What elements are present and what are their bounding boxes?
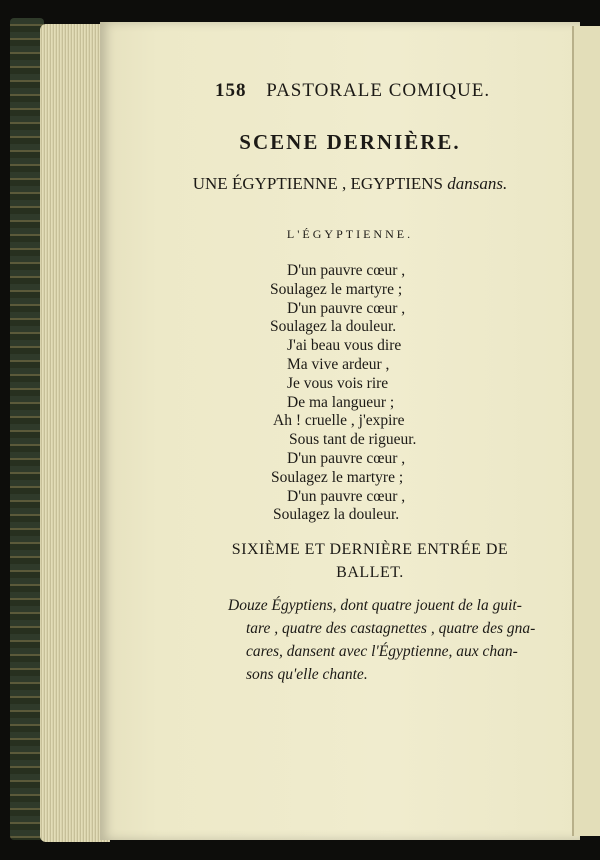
characters-main: UNE ÉGYPTIENNE , EGYPTIENS [192, 174, 444, 193]
stage-line: tare , quatre des castagnettes , quatre des gna- [246, 620, 536, 637]
stage-line: Douze Égyptiens, dont quatre jouent de la guit- [228, 597, 522, 614]
stage-line: sons qu'elle chante. [246, 666, 368, 683]
stage-line: cares, dansent avec l'Égyptienne, aux chan- [246, 643, 518, 660]
book-spine [10, 18, 44, 840]
scene-title: SCENE DERNIÈRE. [239, 130, 461, 154]
characters-italic: dansans. [447, 174, 508, 193]
stage-direction [228, 594, 580, 686]
verse-line: Soulagez le martyre ; [271, 468, 404, 486]
characters-line [100, 174, 600, 194]
entree-line: BALLET. [336, 564, 404, 581]
verse-line: De ma langueur ; [287, 393, 395, 411]
verse-line: Soulagez la douleur. [270, 318, 397, 336]
verse-line: D'un pauvre cœur , [287, 487, 406, 505]
verse-block [255, 262, 495, 525]
running-title: PASTORALE COMIQUE. [266, 80, 491, 101]
page-number: 158 [215, 80, 247, 101]
verse-line: D'un pauvre cœur , [287, 449, 406, 467]
verse-line: Soulagez la douleur. [273, 506, 400, 524]
verse-line: Ma vive ardeur , [287, 355, 390, 373]
verse-line: Sous tant de rigueur. [289, 431, 417, 449]
entree-heading [100, 538, 600, 584]
page-header [215, 80, 495, 102]
verse-line: D'un pauvre cœur , [287, 262, 406, 279]
verse-line: D'un pauvre cœur , [287, 299, 406, 317]
verse-line: Ah ! cruelle , j'expire [273, 412, 405, 430]
verse-line: J'ai beau vous dire [287, 337, 402, 355]
speaker-name: L'ÉGYPTIENNE. [286, 227, 414, 241]
verse-line: Soulagez le martyre ; [270, 280, 403, 298]
verse-line: Je vous vois rire [287, 374, 389, 392]
entree-line: SIXIÈME ET DERNIÈRE ENTRÉE DE [231, 541, 509, 558]
